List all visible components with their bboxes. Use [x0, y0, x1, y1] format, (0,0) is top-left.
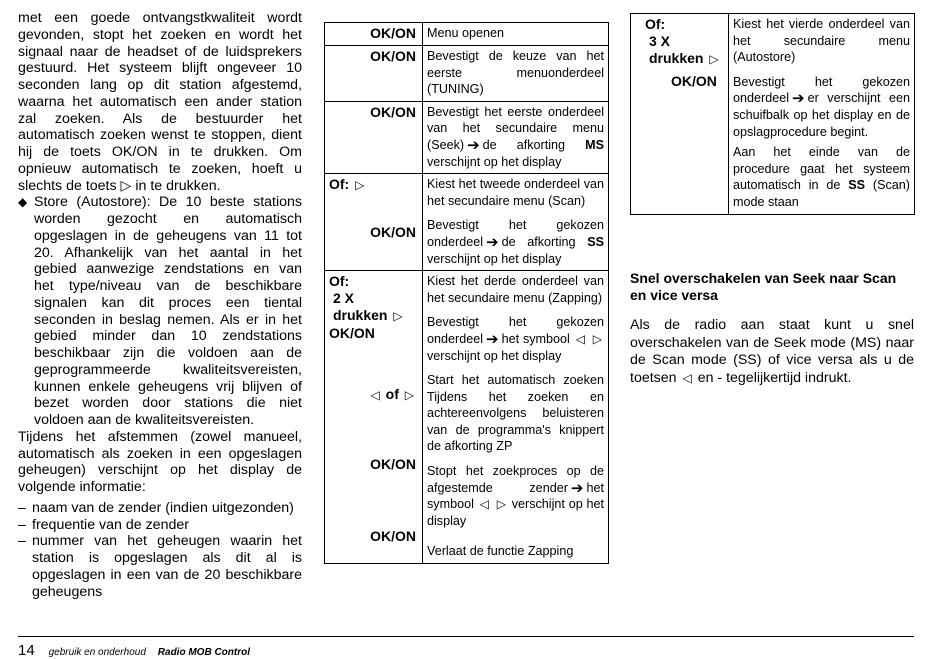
key-ok-on: OK/ON [325, 46, 423, 102]
arrow-right-icon: ➔ [570, 479, 584, 497]
key-cell [325, 174, 423, 271]
step-text-line [733, 74, 910, 140]
triangle-left-icon: ◁ [575, 331, 585, 346]
step-text-line: Kiest het derde onderdeel van het secundaire menu (Zapping) [427, 274, 604, 305]
step-text-line [427, 217, 604, 267]
table-row [631, 14, 915, 215]
text-part: verschijnt op het display [427, 154, 562, 169]
list-item-text: nummer van het geheugen waarin het station is opgeslagen als dit al is opgeslagen in een van de 20 beschikbare geheugens [32, 533, 302, 600]
step-text-line [427, 104, 604, 170]
section-paragraph [630, 317, 914, 387]
autostore-bullet [18, 194, 302, 429]
or-label [329, 176, 416, 194]
text-part: Bevestigt het gekozen onderdeel [427, 315, 604, 346]
arrow-right-icon: ➔ [486, 233, 499, 251]
triangle-right-icon: ▷ [496, 497, 506, 512]
step-text [423, 101, 609, 173]
press-text: drukken [333, 307, 388, 324]
seek-keys [329, 386, 416, 404]
abbreviation-ss: SS [848, 178, 866, 193]
step-text-line: Kiest het tweede onderdeel van het secundaire menu (Scan) [427, 177, 604, 208]
dash-marker: – [18, 499, 26, 516]
text-part: en - tegelijkertijd indrukt. [697, 369, 852, 386]
step-text-line [427, 314, 604, 364]
list-item [18, 517, 302, 534]
table-row [325, 271, 609, 564]
step-text-line: Kiest het vierde onderdeel van het secundaire menu (Autostore) [733, 17, 910, 65]
display-info-list [18, 500, 302, 601]
step-text [423, 23, 609, 46]
autostore-steps-table [630, 13, 915, 215]
triangle-right-icon: ▷ [404, 388, 414, 403]
key-ok-on: OK/ON [325, 23, 423, 46]
text-part: de afkorting [501, 234, 576, 249]
triangle-left-icon: ◁ [479, 497, 489, 512]
step-text [729, 14, 915, 215]
step-text-line: Menu openen [427, 26, 505, 40]
key-ok-on: OK/ON [370, 528, 416, 545]
text-part: het symbool [501, 331, 570, 346]
text-part: Als de radio aan staat kunt u snel overschakelen van de Seek mode (MS) naar de Scan mode (SS) of vice versa als u de toetsen [630, 317, 914, 386]
press-label [635, 50, 722, 68]
text-part: verschijnt op het display [427, 497, 604, 528]
table-row [325, 46, 609, 102]
page-footer [18, 642, 250, 659]
text-part: Bevestigt het gekozen onderdeel [427, 218, 604, 249]
radio-steps-table [324, 22, 609, 564]
triangle-right-icon: ▷ [592, 331, 603, 346]
list-item [18, 500, 302, 517]
arrow-right-icon: ➔ [486, 330, 499, 348]
left-paragraph-2: Tijdens het afstemmen (zowel manueel, automatisch als zoeken in een opgeslagen geheugen) verschijnt op het display de volgende informatie: [18, 428, 302, 495]
page-number: 14 [18, 642, 35, 659]
triangle-right-icon: ▷ [355, 178, 365, 193]
quick-switch-section [630, 270, 914, 387]
triangle-left-icon: ◁ [370, 388, 380, 403]
triangle-left-icon: ◁ [682, 370, 692, 385]
step-text-line: Bevestigt de keuze van het eerste menuonderdeel (TUNING) [427, 49, 604, 97]
press-text: drukken [649, 50, 704, 66]
text-part: Stopt het zoekproces op de afgestemde zender [427, 464, 604, 495]
step-text-line: Start het automatisch zoeken Tijdens het zoeken en achtereenvolgens beluisteren van de programma's knippert de afkorting ZP [427, 373, 604, 454]
diamond-bullet-icon: ◆ [18, 195, 28, 210]
text-part: Aan het einde van de procedure gaat het systeem automatisch in de [733, 145, 910, 193]
table-row [325, 174, 609, 271]
abbreviation-ss: SS [587, 234, 605, 249]
step-text [423, 174, 609, 271]
footer-divider [18, 636, 914, 637]
left-column [18, 10, 302, 600]
press-count: 3 X [649, 33, 671, 49]
text-part: (Scan) mode staan [733, 178, 910, 209]
step-text [423, 46, 609, 102]
product-name: Radio MOB Control [157, 647, 250, 658]
key-cell [325, 271, 423, 564]
step-text [423, 271, 609, 564]
triangle-right-icon: ▷ [709, 52, 719, 66]
section-name: gebruik en onderhoud [48, 647, 146, 658]
table-row [325, 101, 609, 173]
abbreviation-ms: MS [585, 137, 604, 152]
key-ok-on: OK/ON [370, 456, 416, 473]
or-text: Of: [329, 176, 350, 193]
list-item-text: naam van de zender (indien uitgezonden) [32, 499, 294, 516]
key-ok-on: OK/ON [370, 224, 416, 241]
autostore-text: Store (Autostore): De 10 beste stations worden gezocht en automatisch opgeslagen in de geheugens van 11 tot 20. Afhankelijk van het aantal in het gebied aanwezige zendstations en van het type/niveau van de beschikbare signalen kan dit proces een tiental seconden in beslag nemen. Als er in het gebied minder dan 10 zendstations beschikbaar zijn die voldoen aan de geprogrammeerde kwaliteitsvereisten, kunnen enkele geheugens vrij blijven of bezet worden door stations die niet voldoen aan de kwaliteitsvereisten. [34, 194, 302, 428]
dash-marker: – [18, 533, 26, 550]
text-part: de afkorting [482, 137, 566, 152]
press-count: 2 X [333, 290, 355, 307]
key-ok-on: OK/ON [671, 73, 717, 89]
step-text-line [733, 144, 910, 210]
step-text-line [427, 463, 604, 529]
left-paragraph-1: met een goede ontvangstkwaliteit wordt gevonden, stopt het zoeken en wordt het signaal naar de headset of de luidsprekers gestuurd. Het systeem blijft ongeveer 10 seconden lang op dit station afgestemd, waarna het automatisch een ander station zal zoeken. Als de bestuurder het automatisch zoeken wenst te stoppen, dient hij de toets OK/ON in te drukken. Om opnieuw automatisch te zoeken, hoeft u slechts de toets ▷ in te drukken. [18, 10, 302, 194]
text-part: verschijnt op het display [427, 251, 562, 266]
or-text: Of: [329, 273, 350, 290]
triangle-right-icon: ▷ [393, 309, 403, 324]
or-text: Of: [645, 16, 666, 32]
key-cell [631, 14, 729, 215]
table-row [325, 23, 609, 46]
step-text-line: Verlaat de functie Zapping [427, 544, 574, 559]
key-ok-on: OK/ON [325, 101, 423, 173]
arrow-right-icon: ➔ [792, 90, 805, 108]
dash-marker: – [18, 516, 26, 533]
of-text: of [385, 386, 399, 403]
list-item [18, 533, 302, 600]
text-part: Bevestigt het gekozen onderdeel [733, 74, 910, 106]
press-label [329, 307, 416, 325]
text-part: het symbool [427, 480, 604, 512]
key-ok-on: OK/ON [329, 325, 375, 342]
text-part: verschijnt op het display [427, 348, 562, 363]
arrow-right-icon: ➔ [467, 136, 480, 154]
text-part: Bevestigt het eerste onderdeel van het secundaire menu (Seek) [427, 104, 604, 152]
list-item-text: frequentie van de zender [32, 516, 189, 533]
section-heading: Snel overschakelen van Seek naar Scan en vice versa [630, 270, 897, 303]
text-part: er verschijnt een schuifbalk op het display en de opslagprocedure begint. [733, 91, 910, 139]
